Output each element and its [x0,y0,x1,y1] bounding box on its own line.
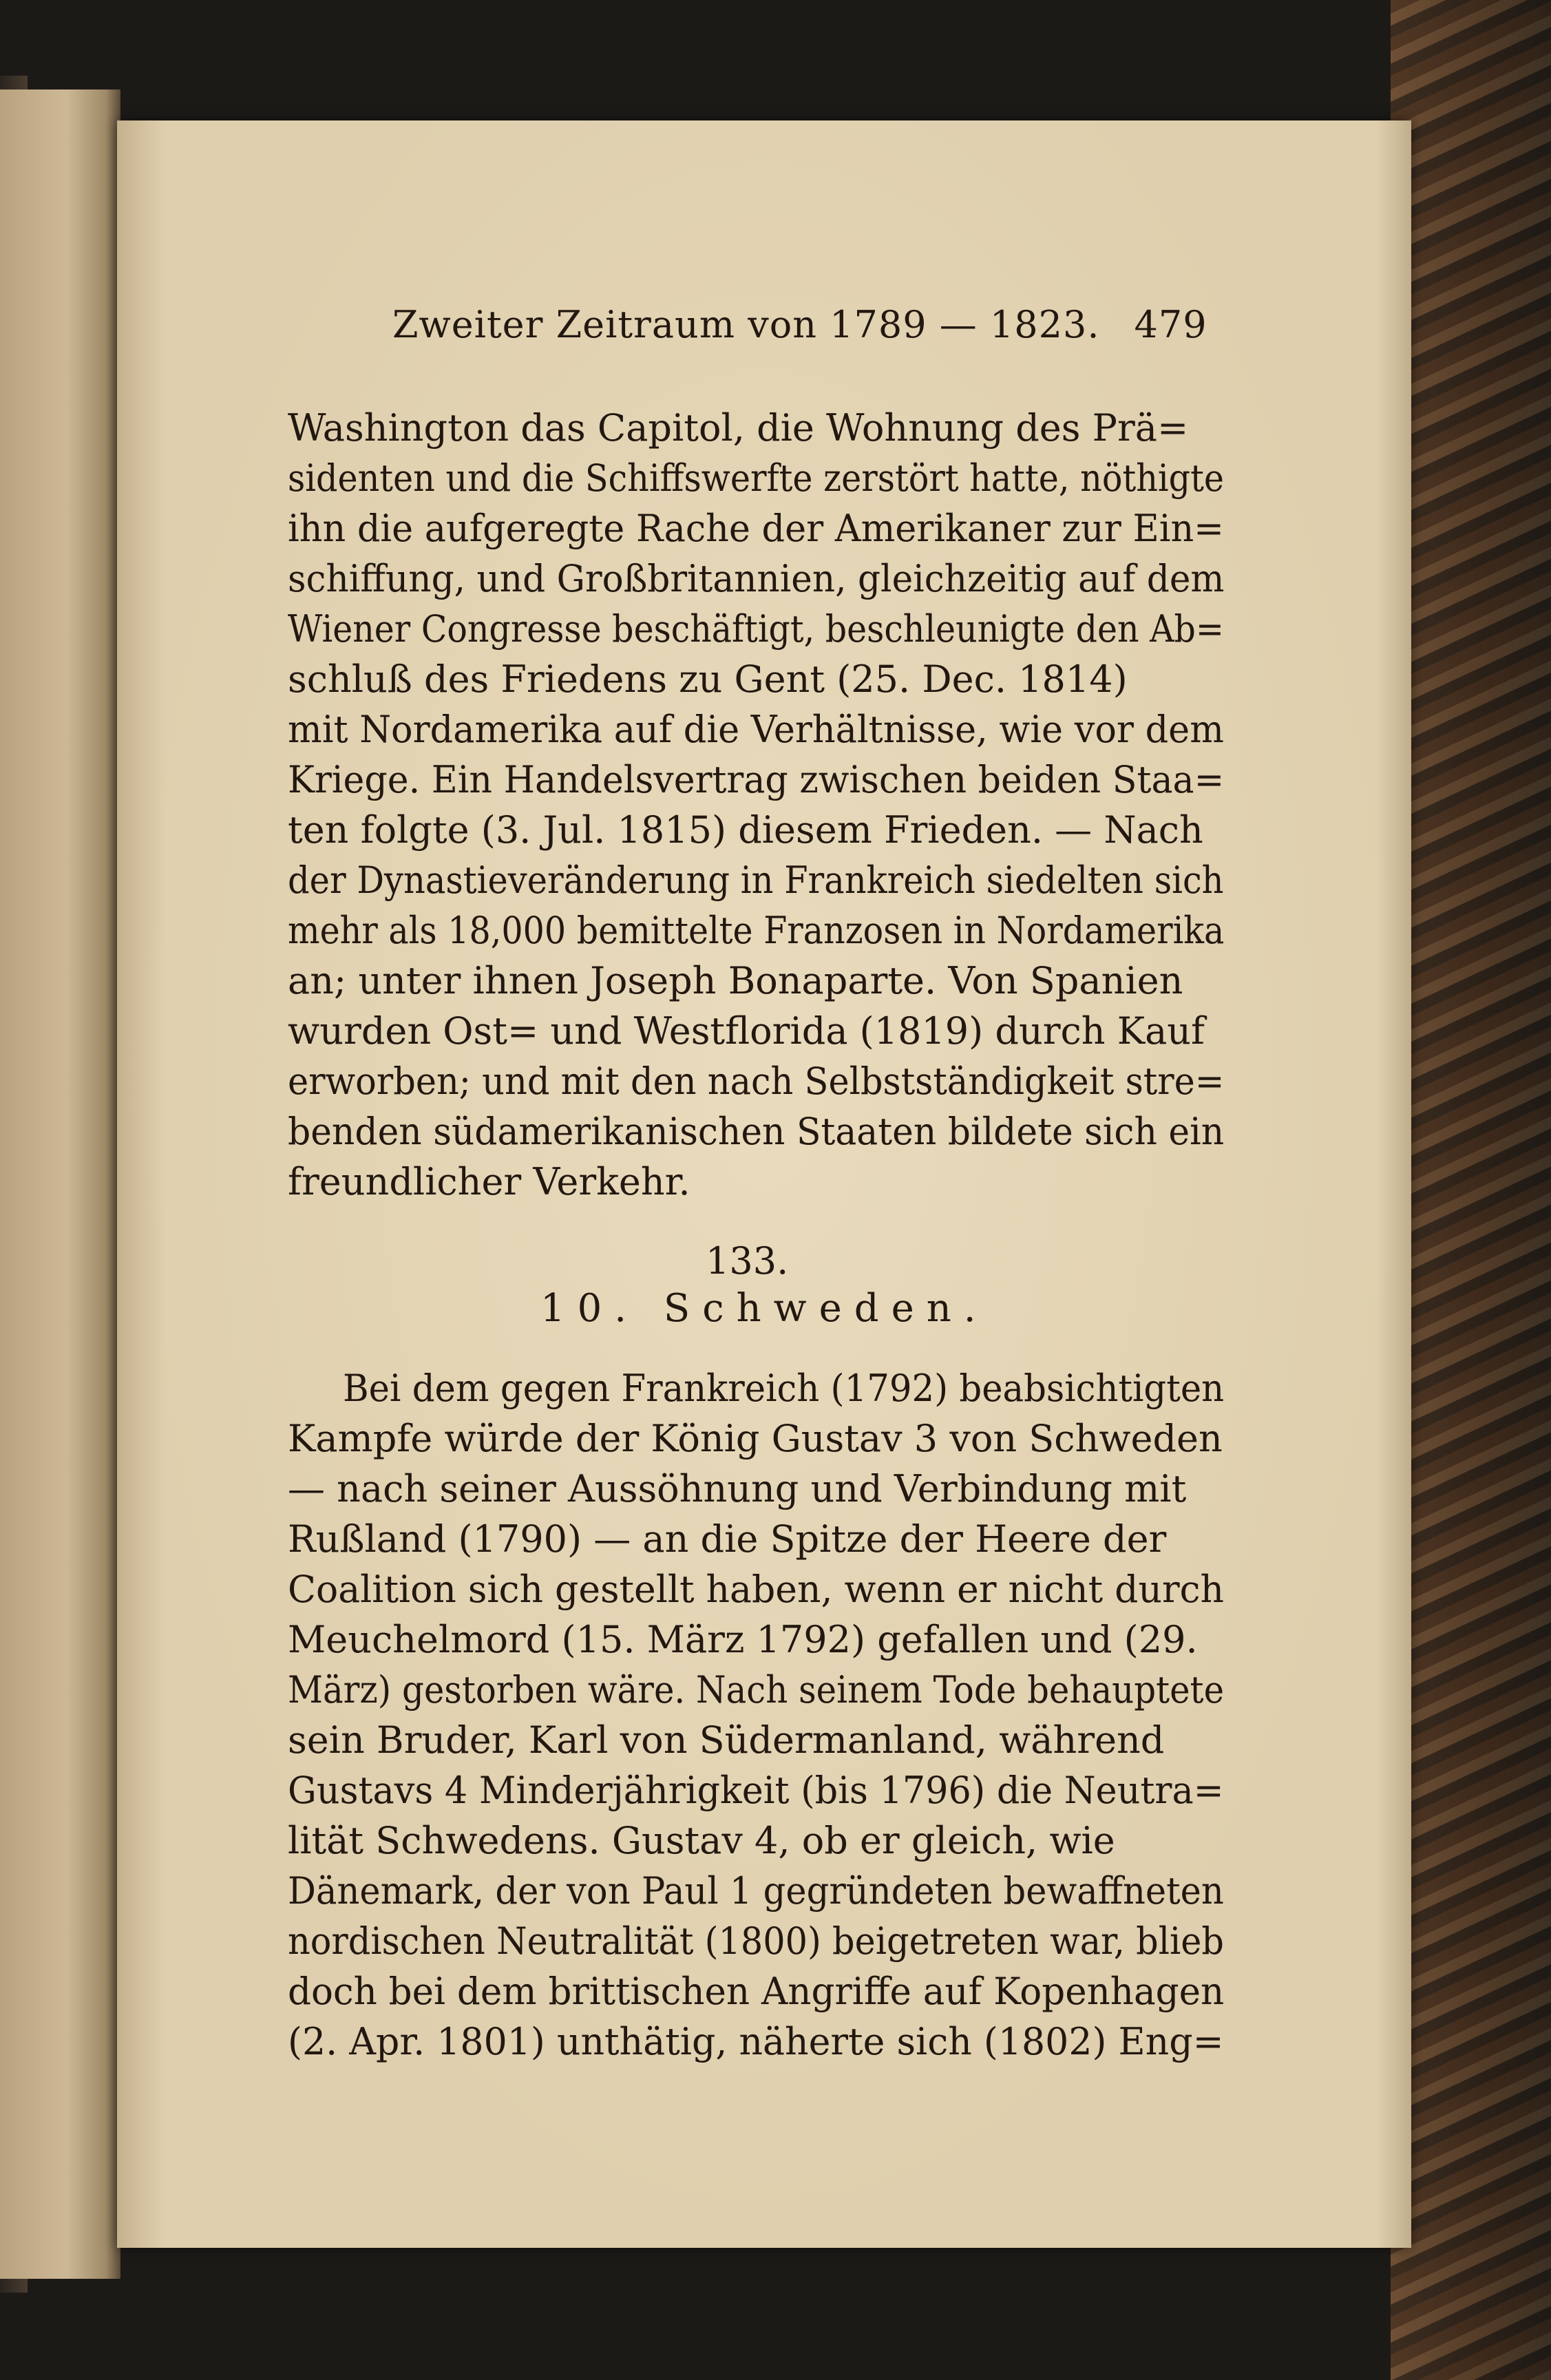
text-line: Bei dem gegen Frankreich (1792) beabsichtigten [343,1367,1225,1410]
text-line: freundlicher Verkehr. [288,1160,690,1203]
text-line: Washington das Capitol, die Wohnung des Prä= [288,406,1189,450]
text-line: Dänemark, der von Paul 1 gegründeten bewaffneten [288,1869,1224,1913]
text-line: benden südamerikanischen Staaten bildete sich ein [288,1110,1225,1153]
section-number: 133. [706,1239,789,1283]
text-line: Gustavs 4 Minderjährigkeit (bis 1796) die Neutra= [288,1769,1224,1812]
text-line: der Dynastieveränderung in Frankreich siedelten sich [288,859,1224,902]
page-number: 479 [1134,303,1207,346]
text-line: Wiener Congresse beschäftigt, beschleunigte den Ab= [288,607,1225,651]
book-cover-marbled-edge [1391,0,1551,2380]
text-line: Rußland (1790) — an die Spitze der Heere der [288,1517,1167,1561]
text-line: (2. Apr. 1801) unthätig, näherte sich (1802) Eng= [288,2020,1224,2063]
running-header [392,303,1207,346]
text-line: sidenten und die Schiffswerfte zerstört hatte, nöthigte [288,456,1225,500]
text-line: schluß des Friedens zu Gent (25. Dec. 1814) [288,657,1128,701]
text-line: mehr als 18,000 bemittelte Franzosen in Nordamerika [288,909,1225,952]
section-title: 10. Schweden. [540,1286,989,1331]
text-line: — nach seiner Aussöhnung und Verbindung mit [288,1467,1187,1510]
text-line: an; unter ihnen Joseph Bonaparte. Von Spanien [288,959,1183,1002]
text-line: Kampfe würde der König Gustav 3 von Schweden [288,1417,1223,1460]
text-line: schiffung, und Großbritannien, gleichzeitig auf dem [288,557,1225,600]
text-line: nordischen Neutralität (1800) beigetreten war, blieb [288,1919,1224,1963]
text-line: ten folgte (3. Jul. 1815) diesem Frieden. — Nach [288,808,1203,852]
text-line: sein Bruder, Karl von Südermanland, während [288,1718,1165,1762]
text-line: März) gestorben wäre. Nach seinem Tode behauptete [288,1668,1225,1712]
text-line: ihn die aufgeregte Rache der Amerikaner zur Ein= [288,507,1225,550]
header-title: Zweiter Zeitraum von 1789 — 1823. [392,303,1100,346]
text-line: Kriege. Ein Handelsvertrag zwischen beiden Staa= [288,758,1225,801]
facing-page-edge [0,89,120,2279]
text-line: Meuchelmord (15. März 1792) gefallen und (29. [288,1618,1198,1661]
text-line: erworben; und mit den nach Selbstständigkeit stre= [288,1060,1225,1103]
text-line: Coalition sich gestellt haben, wenn er nicht durch [288,1568,1225,1611]
text-line: wurden Ost= und Westflorida (1819) durch Kauf [288,1009,1205,1053]
text-line: mit Nordamerika auf die Verhältnisse, wie vor dem [288,708,1224,751]
text-line: lität Schwedens. Gustav 4, ob er gleich, wie [288,1819,1115,1862]
text-line: doch bei dem brittischen Angriffe auf Kopenhagen [288,1970,1225,2013]
